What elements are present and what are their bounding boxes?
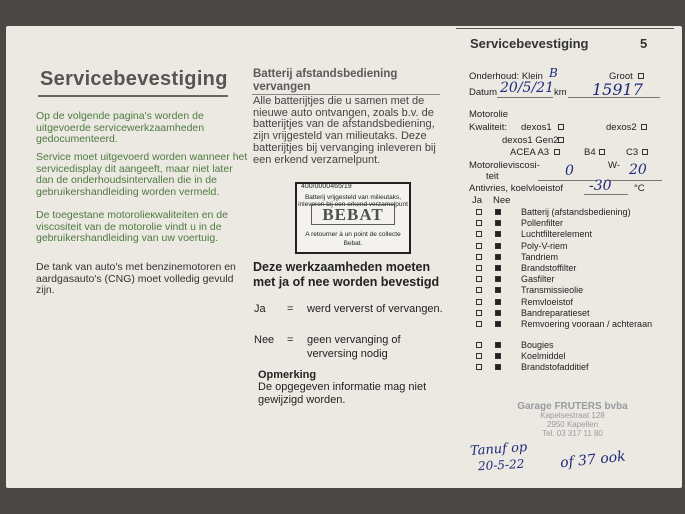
ja-checkbox[interactable] <box>476 353 482 359</box>
b4-checkbox[interactable] <box>599 149 605 155</box>
nee-checkbox[interactable] <box>495 342 501 348</box>
dexos1-label: dexos1 <box>521 122 552 133</box>
checklist-item-label: Pollenfilter <box>521 218 564 229</box>
dexos1gen2-checkbox[interactable] <box>558 137 564 143</box>
ja-checkbox[interactable] <box>476 231 482 237</box>
battery-text: Alle batterijtjes die u samen met de nieuwe auto ontvangen, zoals b.v. de batterijtjes van de afstandsbediening, zijn vrijgesteld van milieutaks. Deze batterijtjes bij vervanging inleveren bij een erkend verzamelpunt. <box>253 95 436 166</box>
ja-checkbox[interactable] <box>476 209 482 215</box>
viscosity-left-line <box>538 180 596 181</box>
dexos2-checkbox[interactable] <box>641 124 647 130</box>
antifreeze-label: Antivries, koelvloeistof <box>469 183 563 194</box>
header-rule <box>456 28 674 29</box>
nee-checkbox[interactable] <box>495 310 501 316</box>
nee-checkbox[interactable] <box>495 299 501 305</box>
ja-checkbox[interactable] <box>476 254 482 260</box>
b4-label: B4 <box>584 147 596 158</box>
fuel-tank-paragraph: De tank van auto's met benzinemotoren en aardgasauto's (CNG) moet volledig gevuld zijn. <box>36 261 236 297</box>
motorolie-label: Motorolie <box>469 109 509 120</box>
celsius-label: °C <box>634 183 645 194</box>
checklist-item-label: Bougies <box>521 340 554 350</box>
col-nee-header: Nee <box>493 195 511 206</box>
legend-nee-value: geen vervanging of verversing nodig <box>307 334 401 360</box>
page-title: Servicebevestiging <box>40 68 228 90</box>
checklist-item-label: Brandstofadditief <box>521 362 589 373</box>
checklist-item-label: Remvloeistof <box>521 296 574 307</box>
checklist-item-label: Koelmiddel <box>521 351 566 362</box>
kwaliteit-label: Kwaliteit: <box>469 122 508 133</box>
nee-checkbox[interactable] <box>495 287 501 293</box>
handwritten-note-1: Tanuf op <box>469 440 528 459</box>
nee-checkbox[interactable] <box>495 321 501 327</box>
handwritten-antifreeze: -30 <box>589 178 612 194</box>
groot-checkbox[interactable] <box>638 73 644 79</box>
acea-a3-checkbox[interactable] <box>554 149 560 155</box>
km-label: km <box>554 87 567 98</box>
bebat-label-text: Batterij vrijgesteld van milieutaks, inleveren bij een erkend verzamelpunt <box>298 194 408 209</box>
handwritten-date: 20/5/21 <box>500 80 554 96</box>
bebat-label-bottom: A retourner à un point de collecte Bebat. <box>305 231 401 247</box>
legend-nee-key: Nee <box>254 334 275 346</box>
ja-checkbox[interactable] <box>476 310 482 316</box>
stamp-line-4: Tel. 03 317 11 80 <box>542 429 603 438</box>
antifreeze-line <box>584 194 628 195</box>
viscosity-label-1: Motorolieviscosi- <box>469 160 540 171</box>
confirm-question: Deze werkzaamheden moeten met ja of nee worden bevestigd <box>253 260 440 289</box>
checklist-item-label: Transmissieolie <box>521 285 584 296</box>
datum-line <box>497 97 553 98</box>
checklist-item-label: Tandriem <box>521 251 559 262</box>
handwritten-note-3: of 37 ook <box>559 448 627 472</box>
handwritten-visc-right: 20 <box>629 162 647 178</box>
checklist-item-label: Brandstoffilter <box>521 263 577 273</box>
nee-checkbox[interactable] <box>495 220 501 226</box>
service-paragraph: Service moet uitgevoerd worden wanneer het servicedisplay dit aangeeft, maar niet later dan de onderhoudsintervallen die in de gebruikershandleiding worden vermeld. <box>36 151 248 198</box>
acea-a3-label: ACEA A3 <box>510 147 550 158</box>
nee-checkbox[interactable] <box>495 254 501 260</box>
checklist-item-label: Luchtfilterelement <box>521 229 593 240</box>
dexos1-checkbox[interactable] <box>558 124 564 130</box>
nee-checkbox[interactable] <box>495 353 501 359</box>
ja-checkbox[interactable] <box>476 276 482 282</box>
klein-mark: B <box>549 66 558 80</box>
checklist-item-label: Poly-V-riem <box>521 240 568 251</box>
handwritten-visc-left: 0 <box>565 163 574 179</box>
onderhoud-label: Onderhoud: Klein <box>469 71 543 82</box>
checklist-item-label: Bandreparatieset <box>521 307 590 318</box>
nee-checkbox[interactable] <box>495 276 501 282</box>
legend-ja-eq: = <box>287 303 294 315</box>
c3-label: C3 <box>626 147 639 158</box>
viscosity-right-line <box>604 180 662 181</box>
w-label: W- <box>608 160 620 171</box>
col-ja-header: Ja <box>472 195 483 206</box>
bebat-logo: BEBAT <box>311 204 395 225</box>
handwritten-note-2: 20-5-22 <box>477 456 525 474</box>
legend-ja-key: Ja <box>254 303 266 315</box>
checklist-item-label: Gasfilter <box>521 274 555 285</box>
datum-label: Datum <box>469 87 497 98</box>
nee-checkbox[interactable] <box>495 231 501 237</box>
bebat-label <box>295 182 411 254</box>
bebat-label-number: 400/0000465/19 <box>301 183 352 190</box>
stamp-line-3: 2950 Kapellen <box>546 420 599 429</box>
header-title: Servicebevestiging <box>470 36 589 51</box>
dexos1gen2-label: dexos1 Gen2 <box>502 135 559 146</box>
legend-ja-value: werd ververst of vervangen. <box>307 303 443 315</box>
intro-paragraph: Op de volgende pagina's worden de uitgevoerde servicewerkzaamheden gedocumenteerd. <box>36 110 205 146</box>
battery-heading: Batterij afstandsbediening vervangen <box>253 68 398 93</box>
nee-checkbox[interactable] <box>495 265 501 271</box>
nee-checkbox[interactable] <box>495 364 501 370</box>
c3-checkbox[interactable] <box>642 149 648 155</box>
stamp-line-2: Kapelsestraat 128 <box>540 411 605 420</box>
checklist-item-label: Batterij (afstandsbediening) <box>521 207 631 217</box>
ja-checkbox[interactable] <box>476 287 482 293</box>
page-number: 5 <box>640 36 648 51</box>
groot-label: Groot <box>609 71 633 82</box>
handwritten-km: 15917 <box>592 80 643 99</box>
ja-checkbox[interactable] <box>476 342 482 348</box>
ja-checkbox[interactable] <box>476 299 482 305</box>
garage-stamp <box>505 402 640 438</box>
nee-checkbox[interactable] <box>495 243 501 249</box>
ja-checkbox[interactable] <box>476 265 482 271</box>
legend-nee-eq: = <box>287 334 294 346</box>
ja-checkbox[interactable] <box>476 364 482 370</box>
nee-checkbox[interactable] <box>495 209 501 215</box>
stamp-line-1: Garage FRUTERS bvba <box>517 401 628 412</box>
oil-quality-paragraph: De toegestane motorolieкwaliteiten en de viscositeit van de motorolie vindt u in de gebruikershandleiding van uw voertuig. <box>36 209 228 245</box>
dexos2-label: dexos2 <box>606 122 637 133</box>
viscosity-label-2: teit <box>486 171 499 182</box>
checklist-item-label: Remvoering vooraan / achteraan <box>521 319 653 329</box>
ja-checkbox[interactable] <box>476 220 482 226</box>
title-underline <box>38 95 228 97</box>
remark-heading: Opmerking <box>258 369 317 381</box>
ja-checkbox[interactable] <box>476 243 482 249</box>
ja-checkbox[interactable] <box>476 321 482 327</box>
remark-text: De opgegeven informatie mag niet gewijzigd worden. <box>258 381 427 406</box>
